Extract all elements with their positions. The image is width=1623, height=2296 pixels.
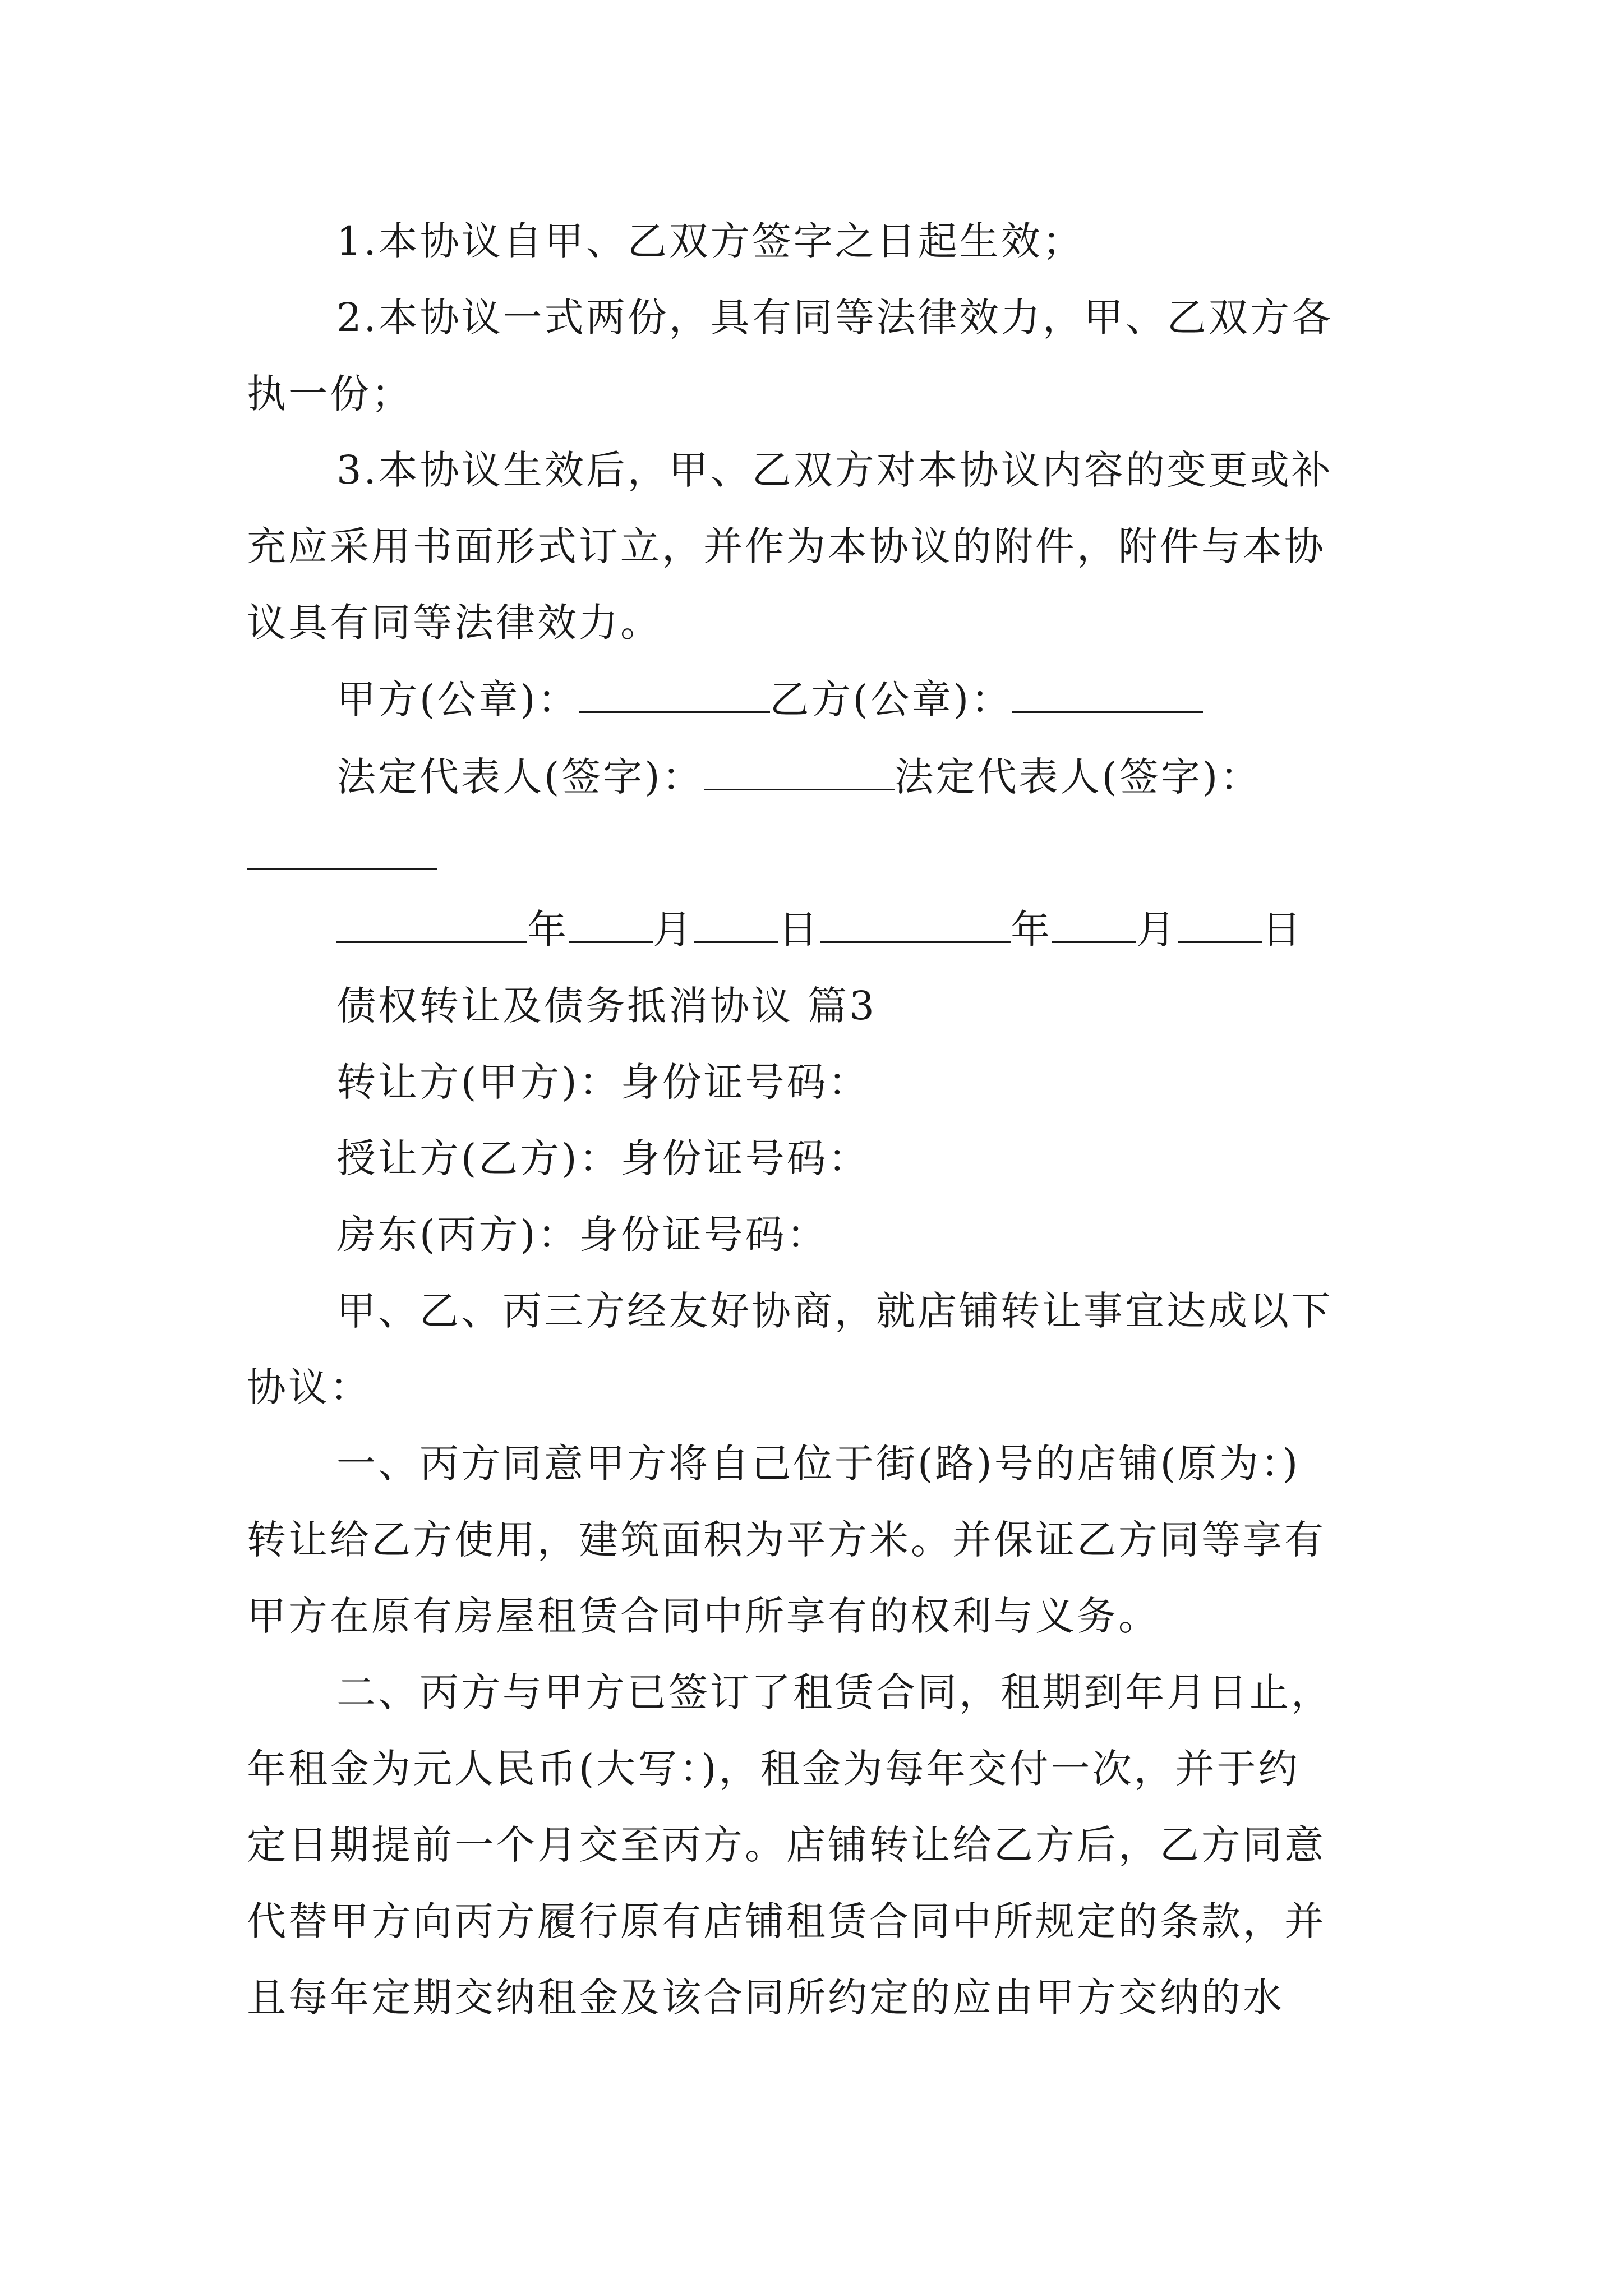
article-2-continuation-3: 代替甲方向丙方履行原有店铺租赁合同中所规定的条款，并 <box>247 1898 1326 1944</box>
month-b-blank[interactable] <box>1052 904 1136 943</box>
day-b-label: 日 <box>1262 907 1303 953</box>
body-paragraph-1-continuation: 协议： <box>247 1364 371 1410</box>
year-b-blank[interactable] <box>820 904 1011 943</box>
day-b-blank[interactable] <box>1178 904 1262 943</box>
seal-line <box>336 674 1203 725</box>
representative-line <box>336 752 1261 802</box>
rep-b-blank[interactable] <box>247 868 437 870</box>
article-1-continuation: 转让给乙方使用，建筑面积为平方米。并保证乙方同等享有 <box>247 1517 1326 1563</box>
date-line <box>336 904 1303 955</box>
article-2-continuation-4: 且每年定期交纳租金及该合同所约定的应由甲方交纳的水 <box>247 1975 1284 2021</box>
party-a-seal-label: 甲方(公章)： <box>336 677 579 723</box>
section-title: 债权转让及债务抵消协议 篇3 <box>336 983 877 1029</box>
article-2-continuation-2: 定日期提前一个月交至丙方。店铺转让给乙方后，乙方同意 <box>247 1822 1326 1868</box>
party-b-seal-blank[interactable] <box>1012 674 1203 713</box>
month-b-label: 月 <box>1136 907 1178 953</box>
month-a-label: 月 <box>653 907 694 953</box>
party-a-line: 转让方(甲方)：身份证号码： <box>336 1059 870 1105</box>
article-1-text: 一、丙方同意甲方将自己位于街(路)号的店铺(原为：) <box>336 1441 1301 1487</box>
month-a-blank[interactable] <box>569 904 653 943</box>
party-a-seal-blank[interactable] <box>579 674 770 713</box>
rep-b-label: 法定代表人(签字)： <box>894 754 1262 800</box>
article-2-text: 二、丙方与甲方已签订了租赁合同，租期到年月日止， <box>336 1669 1332 1715</box>
clause-3-continuation-2: 议具有同等法律效力。 <box>247 600 662 646</box>
party-b-seal-label: 乙方(公章)： <box>769 677 1013 723</box>
party-c-line: 房东(丙方)：身份证号码： <box>336 1212 828 1258</box>
clause-3-text: 3.本协议生效后，甲、乙双方对本协议内容的变更或补 <box>336 447 1333 493</box>
clause-2-continuation: 执一份； <box>247 371 413 417</box>
article-1-continuation-2: 甲方在原有房屋租赁合同中所享有的权利与义务。 <box>247 1593 1160 1639</box>
rep-a-label: 法定代表人(签字)： <box>336 754 704 800</box>
day-a-blank[interactable] <box>694 904 778 943</box>
year-a-label: 年 <box>527 907 569 953</box>
day-a-label: 日 <box>778 907 820 953</box>
year-b-label: 年 <box>1011 907 1052 953</box>
rep-a-blank[interactable] <box>704 752 895 790</box>
clause-2-text: 2.本协议一式两份，具有同等法律效力，甲、乙双方各 <box>336 295 1333 341</box>
body-paragraph-1: 甲、乙、丙三方经友好协商，就店铺转让事宜达成以下 <box>336 1288 1332 1334</box>
party-b-line: 授让方(乙方)：身份证号码： <box>336 1135 870 1181</box>
article-2-continuation: 年租金为元人民币(大写：)，租金为每年交付一次，并于约 <box>247 1746 1300 1792</box>
year-a-blank[interactable] <box>336 904 527 943</box>
clause-3-continuation: 充应采用书面形式订立，并作为本协议的附件，附件与本协 <box>247 523 1326 569</box>
clause-1-text: 1.本协议自甲、乙双方签字之日起生效； <box>336 218 1084 264</box>
